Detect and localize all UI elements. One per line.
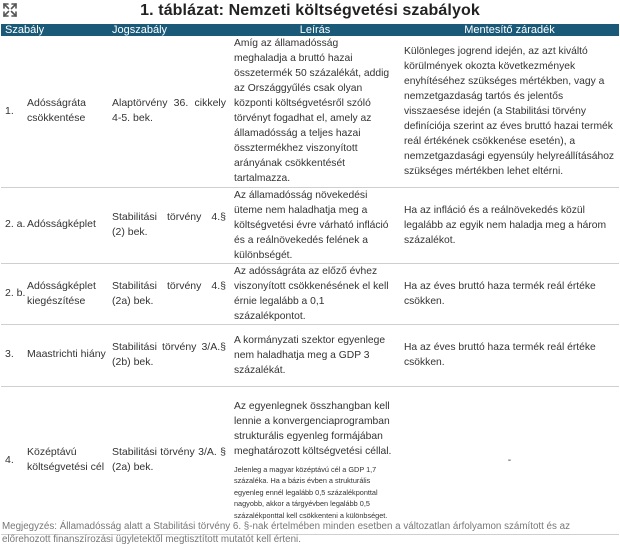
rule-name: Adósságráta csökkentése xyxy=(27,97,86,125)
column-header-description: Leírás xyxy=(230,24,400,36)
row-number: 1. xyxy=(5,104,14,117)
law-line-2: 4-5. bek. xyxy=(112,112,153,125)
description-text: Az egyenlegnek összhangban kell lennie a konvergenciaprogramban strukturális egyenleg formájában meghatározott költségvetési céllal. xyxy=(234,400,392,457)
law-line-1: Stabilitási törvény 4.§ xyxy=(112,211,226,223)
law-line-2: (2a) bek. xyxy=(112,461,154,473)
row-number: 2. b. xyxy=(5,287,26,299)
rule-name: Maastrichti hiány xyxy=(27,348,106,361)
law-line-1: Stabilitási törvény 3/A. § xyxy=(112,446,226,458)
description-cell: A kormányzati szektor egyenlege nem haladhatja meg a GDP 3 százalékát. xyxy=(230,324,400,386)
rule-name: Középtávú költségvetési cél xyxy=(27,446,105,473)
description-note: Jelenleg a magyar középtávú cél a GDP 1,7 százaléka. Ha a bázis évben a strukturális egyenleg ennél legalább 0,5 százalékponttal nagyobb, akkor a tárgyévben legalább 0,5 százalékponttal kell csökkenteni a különbséget. xyxy=(234,464,388,520)
description-cell xyxy=(230,386,400,534)
footnote: Megjegyzés: Államadósság alatt a Stabilitási törvény 6. §-nak értelmében minden esetben a változatlan árfolyamon számított és az előrehozott finanszírozási ügyletektől megtisztított mutatót kell érteni. xyxy=(2,521,570,545)
row-number: 2. a. xyxy=(5,218,26,231)
rule-cell xyxy=(1,187,108,263)
column-header-exemption: Mentesítő záradék xyxy=(400,24,619,36)
page-title: 1. táblázat: Nemzeti költségvetési szabályok xyxy=(140,2,480,19)
rule-name: Adósságképlet xyxy=(27,218,96,231)
exemption-text: - xyxy=(507,454,512,466)
exemption-cell xyxy=(400,386,619,534)
law-line-2: (2b) bek. xyxy=(112,356,154,368)
rule-cell xyxy=(1,324,108,386)
description-cell: Amíg az államadósság meghaladja a bruttó hazai összetermék 50 százalékát, addig az Országgyűlés csak olyan központi költségvetésről szóló törvényt fogadhat el, amely az államadósság a teljes hazai össztermékhez viszonyított arányának csökkentését tartalmazza. xyxy=(230,36,400,187)
exemption-cell: Ha az éves bruttó haza termék reál értéke csökken. xyxy=(400,263,619,324)
table-row xyxy=(1,263,619,324)
row-number: 4. xyxy=(5,453,14,466)
table-row xyxy=(1,36,619,187)
exemption-cell: Különleges jogrend idején, az azt kiváltó körülmények okozta következmények enyhítéséhez szükséges mértékben, vagy a nemzetgazdaság tartós és jelentős visszaesése idején (a Stabilitási törvény definíciója szerint az éves bruttó hazai termék reál értékének csökkenése esetén), a nemzetgazdasági egyensúly helyreállításához szükséges mértékben lehet eltérni. xyxy=(400,36,619,187)
law-line-2: (2a) bek. xyxy=(112,294,154,307)
rule-name: Adósságképlet kiegészítése xyxy=(27,279,96,307)
rule-cell xyxy=(1,386,108,534)
law-cell xyxy=(108,386,230,534)
description-cell: Az adósságráta az előző évhez viszonyított csökkenésének el kell érnie legalább a 0,1 százalékpontot. xyxy=(230,263,400,324)
law-cell xyxy=(108,324,230,386)
fiscal-rules-table xyxy=(1,24,619,535)
law-line-1: Stabilitási törvény 3/A.§ xyxy=(112,341,226,353)
law-line-2: (2) bek. xyxy=(112,226,148,238)
table-row xyxy=(1,187,619,263)
law-line-1: Alaptörvény 36. cikkely xyxy=(112,97,226,110)
table-row xyxy=(1,324,619,386)
law-line-1: Stabilitási törvény 4.§ xyxy=(112,279,226,292)
exemption-cell: Ha az éves bruttó haza termék reál értéke csökken. xyxy=(400,324,619,386)
law-cell xyxy=(108,187,230,263)
exemption-cell: Ha az infláció és a reálnövekedés közül legalább az egyik nem haladja meg a három százalékot. xyxy=(400,187,619,263)
table-row xyxy=(1,386,619,534)
law-cell xyxy=(108,36,230,187)
rule-cell xyxy=(1,36,108,187)
law-cell xyxy=(108,263,230,324)
row-number: 3. xyxy=(5,348,14,361)
description-cell: Az államadósság növekedési üteme nem haladhatja meg a költségvetési évre várható infláció és a reálnövekedés felének a különbségét. xyxy=(230,187,400,263)
table-header-row xyxy=(1,24,619,36)
column-header-rule: Szabály xyxy=(1,24,108,36)
rule-cell xyxy=(1,263,108,324)
column-header-law: Jogszabály xyxy=(108,24,230,36)
